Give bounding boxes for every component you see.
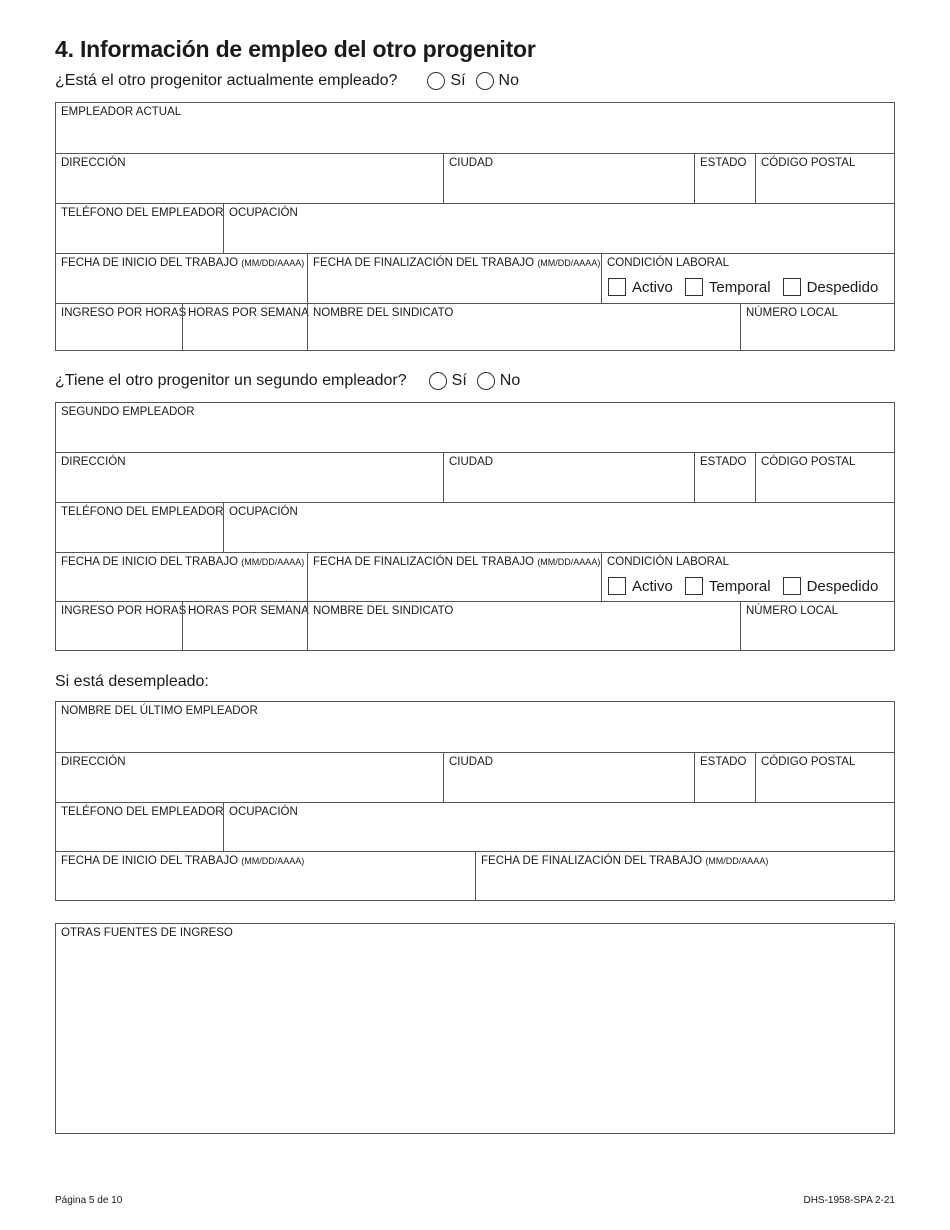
field-label: FECHA DE FINALIZACIÓN DEL TRABAJO (MM/DD/AAAA): [313, 257, 601, 269]
status-laid-off-checkbox[interactable]: [783, 577, 879, 595]
union-name-field[interactable]: [307, 601, 740, 650]
city-field[interactable]: [443, 752, 694, 802]
start-date-field[interactable]: [56, 851, 475, 900]
field-label: OCUPACIÓN: [229, 806, 298, 818]
radio-label-yes: Sí: [450, 72, 466, 89]
field-label: CIUDAD: [449, 456, 494, 468]
status-temporary-checkbox[interactable]: [685, 577, 771, 595]
second-employer-field[interactable]: [56, 403, 894, 452]
field-label: INGRESO POR HORAS: [61, 307, 187, 319]
zip-field[interactable]: [755, 153, 894, 203]
checkbox-label: Despedido: [806, 278, 879, 296]
field-label: NÚMERO LOCAL: [746, 307, 839, 319]
currently-employed-question: [55, 72, 519, 90]
local-number-field[interactable]: [740, 303, 894, 350]
field-label: FECHA DE FINALIZACIÓN DEL TRABAJO (MM/DD/AAAA): [481, 855, 769, 867]
field-label: NOMBRE DEL SINDICATO: [313, 307, 454, 319]
field-label: OCUPACIÓN: [229, 207, 298, 219]
checkbox-label: Activo: [632, 278, 673, 296]
field-label: HORAS POR SEMANA: [188, 605, 309, 617]
currently-employed-no-radio[interactable]: [476, 72, 519, 90]
employer-phone-field[interactable]: [56, 203, 223, 253]
field-label: CIUDAD: [449, 157, 494, 169]
end-date-field[interactable]: [475, 851, 894, 900]
field-label: CÓDIGO POSTAL: [761, 157, 856, 169]
other-income-field[interactable]: [55, 923, 895, 1134]
field-label: OCUPACIÓN: [229, 506, 298, 518]
status-laid-off-checkbox[interactable]: [783, 278, 879, 296]
city-field[interactable]: [443, 452, 694, 502]
field-label: INGRESO POR HORAS: [61, 605, 187, 617]
last-employer-section: [55, 701, 895, 901]
state-field[interactable]: [694, 153, 755, 203]
employment-status-field: [601, 552, 894, 601]
address-field[interactable]: [56, 752, 443, 802]
checkbox-icon: [608, 278, 626, 296]
checkbox-label: Temporal: [708, 577, 771, 595]
field-label: OTRAS FUENTES DE INGRESO: [61, 927, 233, 939]
checkbox-label: Temporal: [708, 278, 771, 296]
field-label: CÓDIGO POSTAL: [761, 456, 856, 468]
status-active-checkbox[interactable]: [608, 577, 673, 595]
checkbox-icon: [685, 278, 703, 296]
employment-status-field: [601, 253, 894, 303]
checkbox-icon: [783, 278, 801, 296]
employer-phone-field[interactable]: [56, 802, 223, 851]
field-label: CONDICIÓN LABORAL: [607, 556, 730, 568]
radio-label-no: No: [499, 372, 521, 389]
radio-circle-icon: [427, 72, 445, 90]
radio-circle-icon: [476, 72, 494, 90]
checkbox-icon: [783, 577, 801, 595]
end-date-field[interactable]: [307, 552, 601, 601]
field-label: TELÉFONO DEL EMPLEADOR: [61, 207, 224, 219]
second-employer-no-radio[interactable]: [477, 372, 520, 390]
state-field[interactable]: [694, 752, 755, 802]
local-number-field[interactable]: [740, 601, 894, 650]
field-label: FECHA DE FINALIZACIÓN DEL TRABAJO (MM/DD/AAAA): [313, 556, 601, 568]
second-employer-section: [55, 402, 895, 651]
zip-field[interactable]: [755, 752, 894, 802]
radio-label-yes: Sí: [451, 372, 467, 389]
field-label: FECHA DE INICIO DEL TRABAJO (MM/DD/AAAA): [61, 855, 305, 867]
field-label: ESTADO: [700, 756, 747, 768]
field-label: FECHA DE INICIO DEL TRABAJO (MM/DD/AAAA): [61, 556, 305, 568]
radio-circle-icon: [429, 372, 447, 390]
checkbox-label: Activo: [632, 577, 673, 595]
start-date-field[interactable]: [56, 253, 307, 303]
city-field[interactable]: [443, 153, 694, 203]
checkbox-icon: [685, 577, 703, 595]
status-active-checkbox[interactable]: [608, 278, 673, 296]
field-label: NOMBRE DEL ÚLTIMO EMPLEADOR: [61, 705, 258, 717]
second-employer-yes-radio[interactable]: [429, 372, 467, 390]
currently-employed-text: ¿Está el otro progenitor actualmente empleado?: [55, 72, 398, 89]
hourly-income-field[interactable]: [56, 303, 187, 350]
radio-circle-icon: [477, 372, 495, 390]
last-employer-field[interactable]: [56, 702, 894, 752]
field-label: DIRECCIÓN: [61, 456, 126, 468]
field-label: TELÉFONO DEL EMPLEADOR: [61, 806, 224, 818]
field-label: CÓDIGO POSTAL: [761, 756, 856, 768]
field-label: CONDICIÓN LABORAL: [607, 257, 730, 269]
field-label: ESTADO: [700, 456, 747, 468]
field-label: NÚMERO LOCAL: [746, 605, 839, 617]
checkbox-icon: [608, 577, 626, 595]
occupation-field[interactable]: [223, 203, 894, 253]
checkbox-label: Despedido: [806, 577, 879, 595]
state-field[interactable]: [694, 452, 755, 502]
field-label: SEGUNDO EMPLEADOR: [61, 406, 195, 418]
field-label: NOMBRE DEL SINDICATO: [313, 605, 454, 617]
form-id: DHS-1958-SPA 2-21: [803, 1195, 895, 1206]
address-field[interactable]: [56, 452, 443, 502]
employer-phone-field[interactable]: [56, 502, 223, 552]
field-label: EMPLEADOR ACTUAL: [61, 106, 182, 118]
current-employer-field[interactable]: [56, 103, 894, 153]
address-field[interactable]: [56, 153, 443, 203]
end-date-field[interactable]: [307, 253, 601, 303]
page-title: 4. Información de empleo del otro progenitor: [55, 36, 536, 62]
current-employer-section: [55, 102, 895, 351]
occupation-field[interactable]: [223, 802, 894, 851]
field-label: HORAS POR SEMANA: [188, 307, 309, 319]
status-temporary-checkbox[interactable]: [685, 278, 771, 296]
zip-field[interactable]: [755, 452, 894, 502]
hours-per-week-field[interactable]: [182, 601, 307, 650]
field-label: TELÉFONO DEL EMPLEADOR: [61, 506, 224, 518]
hourly-income-field[interactable]: [56, 601, 187, 650]
field-label: DIRECCIÓN: [61, 756, 126, 768]
hours-per-week-field[interactable]: [182, 303, 307, 350]
second-employer-text: ¿Tiene el otro progenitor un segundo empleador?: [55, 372, 407, 389]
field-label: CIUDAD: [449, 756, 494, 768]
second-employer-question: [55, 372, 520, 390]
field-label: ESTADO: [700, 157, 747, 169]
start-date-field[interactable]: [56, 552, 307, 601]
field-label: FECHA DE INICIO DEL TRABAJO (MM/DD/AAAA): [61, 257, 305, 269]
occupation-field[interactable]: [223, 502, 894, 552]
page-number: Página 5 de 10: [55, 1195, 123, 1206]
currently-employed-yes-radio[interactable]: [427, 72, 465, 90]
unemployed-heading: Si está desempleado:: [55, 673, 209, 690]
union-name-field[interactable]: [307, 303, 740, 350]
field-label: DIRECCIÓN: [61, 157, 126, 169]
radio-label-no: No: [498, 72, 519, 89]
